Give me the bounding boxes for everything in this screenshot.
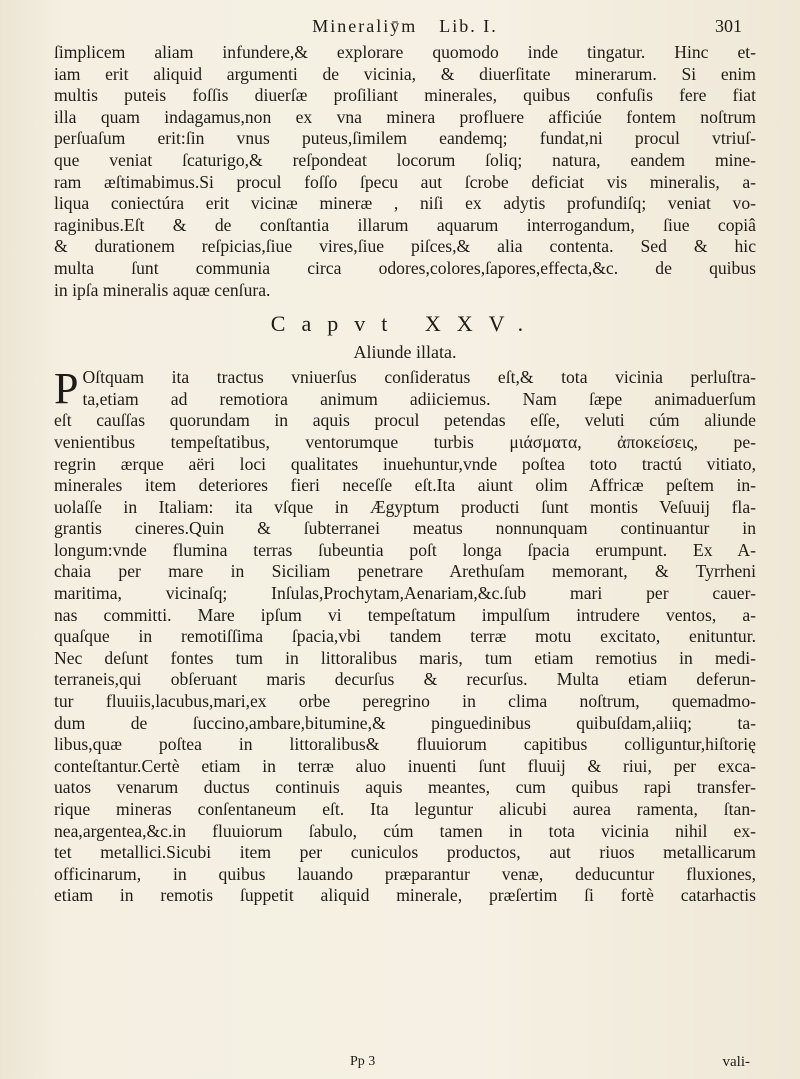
page-number: 301 — [715, 16, 742, 36]
text-line: uatos venarum ductus continuis aquis meantes, cum quibus rapi transfer- — [54, 777, 756, 798]
drop-cap: P — [54, 364, 79, 414]
text-line: venientibus tempeſtatibus, ventorumque turbis μιάσματα, ἀποκείσεις, pe- — [54, 431, 756, 452]
text-line: Oſtquam ita tractus vniuerſus conſideratus eſt,& tota vicinia perluſtra- — [82, 367, 756, 388]
text-line: minerales item deteriores fieri neceſſe eſt.Ita aiunt olim Affricæ peſtem in- — [54, 475, 756, 496]
signature-mark: Pp 3 — [350, 1054, 376, 1069]
text-line: etiam in remotis ſuppetit aliquid minerale, præſertim ſi fortè catarhactis — [54, 885, 756, 906]
text-line: terraneis,qui obſeruant maris decurſus & recurſus. Multa etiam deferun- — [54, 669, 756, 690]
text-line: que veniat ſcaturigo,& reſpondeat locorum ſoliq; natura, eandem mine- — [54, 149, 756, 170]
text-line: ram æſtimabimus.Si procul foſſo ſpecu aut ſcrobe deficiat vis mineralis, a- — [54, 171, 756, 192]
text-line: tet metallici.Sicubi item per cuniculos productos, aut riuos metallicarum — [54, 842, 756, 863]
text-block — [54, 42, 756, 907]
text-line: perſuaſum erit:ſin vnus puteus,ſimilem eandemq; fundat,ni procul vtriuſ- — [54, 128, 756, 149]
text-line: uolaſſe in Italiam: ita vſque in Ægyptum producti ſunt montis Veſuuij fla- — [54, 496, 756, 517]
text-line: raginibus.Eſt & de conſtantia illarum aquarum interrogandum, ſiue copiâ — [54, 214, 756, 235]
text-line: quaſque in remotiſſima ſpacia,vbi tandem terræ motu excitato, enituntur. — [54, 626, 756, 647]
text-line: iam erit aliquid argumenti de vicinia, & diuerſitate minerarum. Si enim — [54, 63, 756, 84]
catchword: vali- — [722, 1054, 750, 1070]
text-line: Nec deſunt fontes tum in littoralibus maris, tum etiam remotius in medi- — [54, 647, 756, 668]
chapter-subtitle: Aliunde illata. — [353, 342, 457, 363]
text-line: eſt cauſſas quorundam in aquis procul petendas eſſe, veluti cúm aliunde — [54, 410, 756, 431]
running-title: Mineraliȳm — [312, 16, 418, 36]
running-head — [54, 16, 756, 40]
running-book: Lib. I. — [439, 16, 498, 36]
text-line: nas committi. Mare ipſum vi tempeſtatum impulſum intrudere ventos, a- — [54, 604, 756, 625]
text-line: tur fluuiis,lacubus,mari,ex orbe peregrino in clima noſtrum, quemadmo- — [54, 691, 756, 712]
text-line: nea,argentea,&c.in fluuiorum ſabulo, cúm tamen in tota vicinia nihil ex- — [54, 820, 756, 841]
text-line: in ipſa mineralis aquæ cenſura. — [54, 279, 271, 300]
text-line: ta,etiam ad remotiora animum adiiciemus. Nam ſæpe animaduerſum — [82, 388, 756, 409]
text-line: chaia per mare in Siciliam penetrare Arethuſam memorant, & Tyrrheni — [54, 561, 756, 582]
text-line: longum:vnde flumina terras ſubeuntia poſt longa ſpacia erumpunt. Ex A- — [54, 539, 756, 560]
text-line: multis puteis foſſis diuerſæ proſiliant minerales, quibus confuſis fere fiat — [54, 85, 756, 106]
text-line: grantis cineres.Quin & ſubterranei meatus nonnunquam continuantur in — [54, 518, 756, 539]
text-line: liqua coniectúra erit vicinæ mineræ , niſi ex adytis profundiſq; veniat vo- — [54, 193, 756, 214]
chapter-heading: Capvt XXV. — [270, 311, 540, 337]
text-line: maritima, vicinaſq; Inſulas,Prochytam,Aenariam,&c.ſub mari per cauer- — [54, 583, 756, 604]
text-line: dum de ſuccino,ambare,bitumine,& pinguedinibus quibuſdam,aliiq; ta- — [54, 712, 756, 733]
text-line: & durationem reſpicias,ſiue vires,ſiue piſces,& alia contenta. Sed & hic — [54, 236, 756, 257]
text-line: illa quam indagamus,non ex vna minera profluere afficiúe fontem noſtrum — [54, 106, 756, 127]
text-line: multa ſunt communia circa odores,colores,ſapores,effecta,&c. de quibus — [54, 257, 756, 278]
text-line: officinarum, in quibus lauando præparantur venæ, deducuntur fluxiones, — [54, 863, 756, 884]
text-line: ſimplicem aliam infundere,& explorare quomodo inde tingatur. Hinc et- — [54, 42, 756, 62]
text-line: conteſtantur.Certè etiam in terræ aluo inuenti ſunt fluuij & riui, per exca- — [54, 755, 756, 776]
text-line: rique mineras conſentaneum eſt. Ita leguntur alicubi aurea ramenta, ſtan- — [54, 799, 756, 819]
text-line: libus,quæ poſtea in littoralibus& fluuiorum capitibus colliguntur,hiſtorię — [54, 734, 756, 755]
text-line: regrin ærque aëri loci qualitates inuehuntur,vnde poſtea toto tractú vitiato, — [54, 453, 756, 474]
